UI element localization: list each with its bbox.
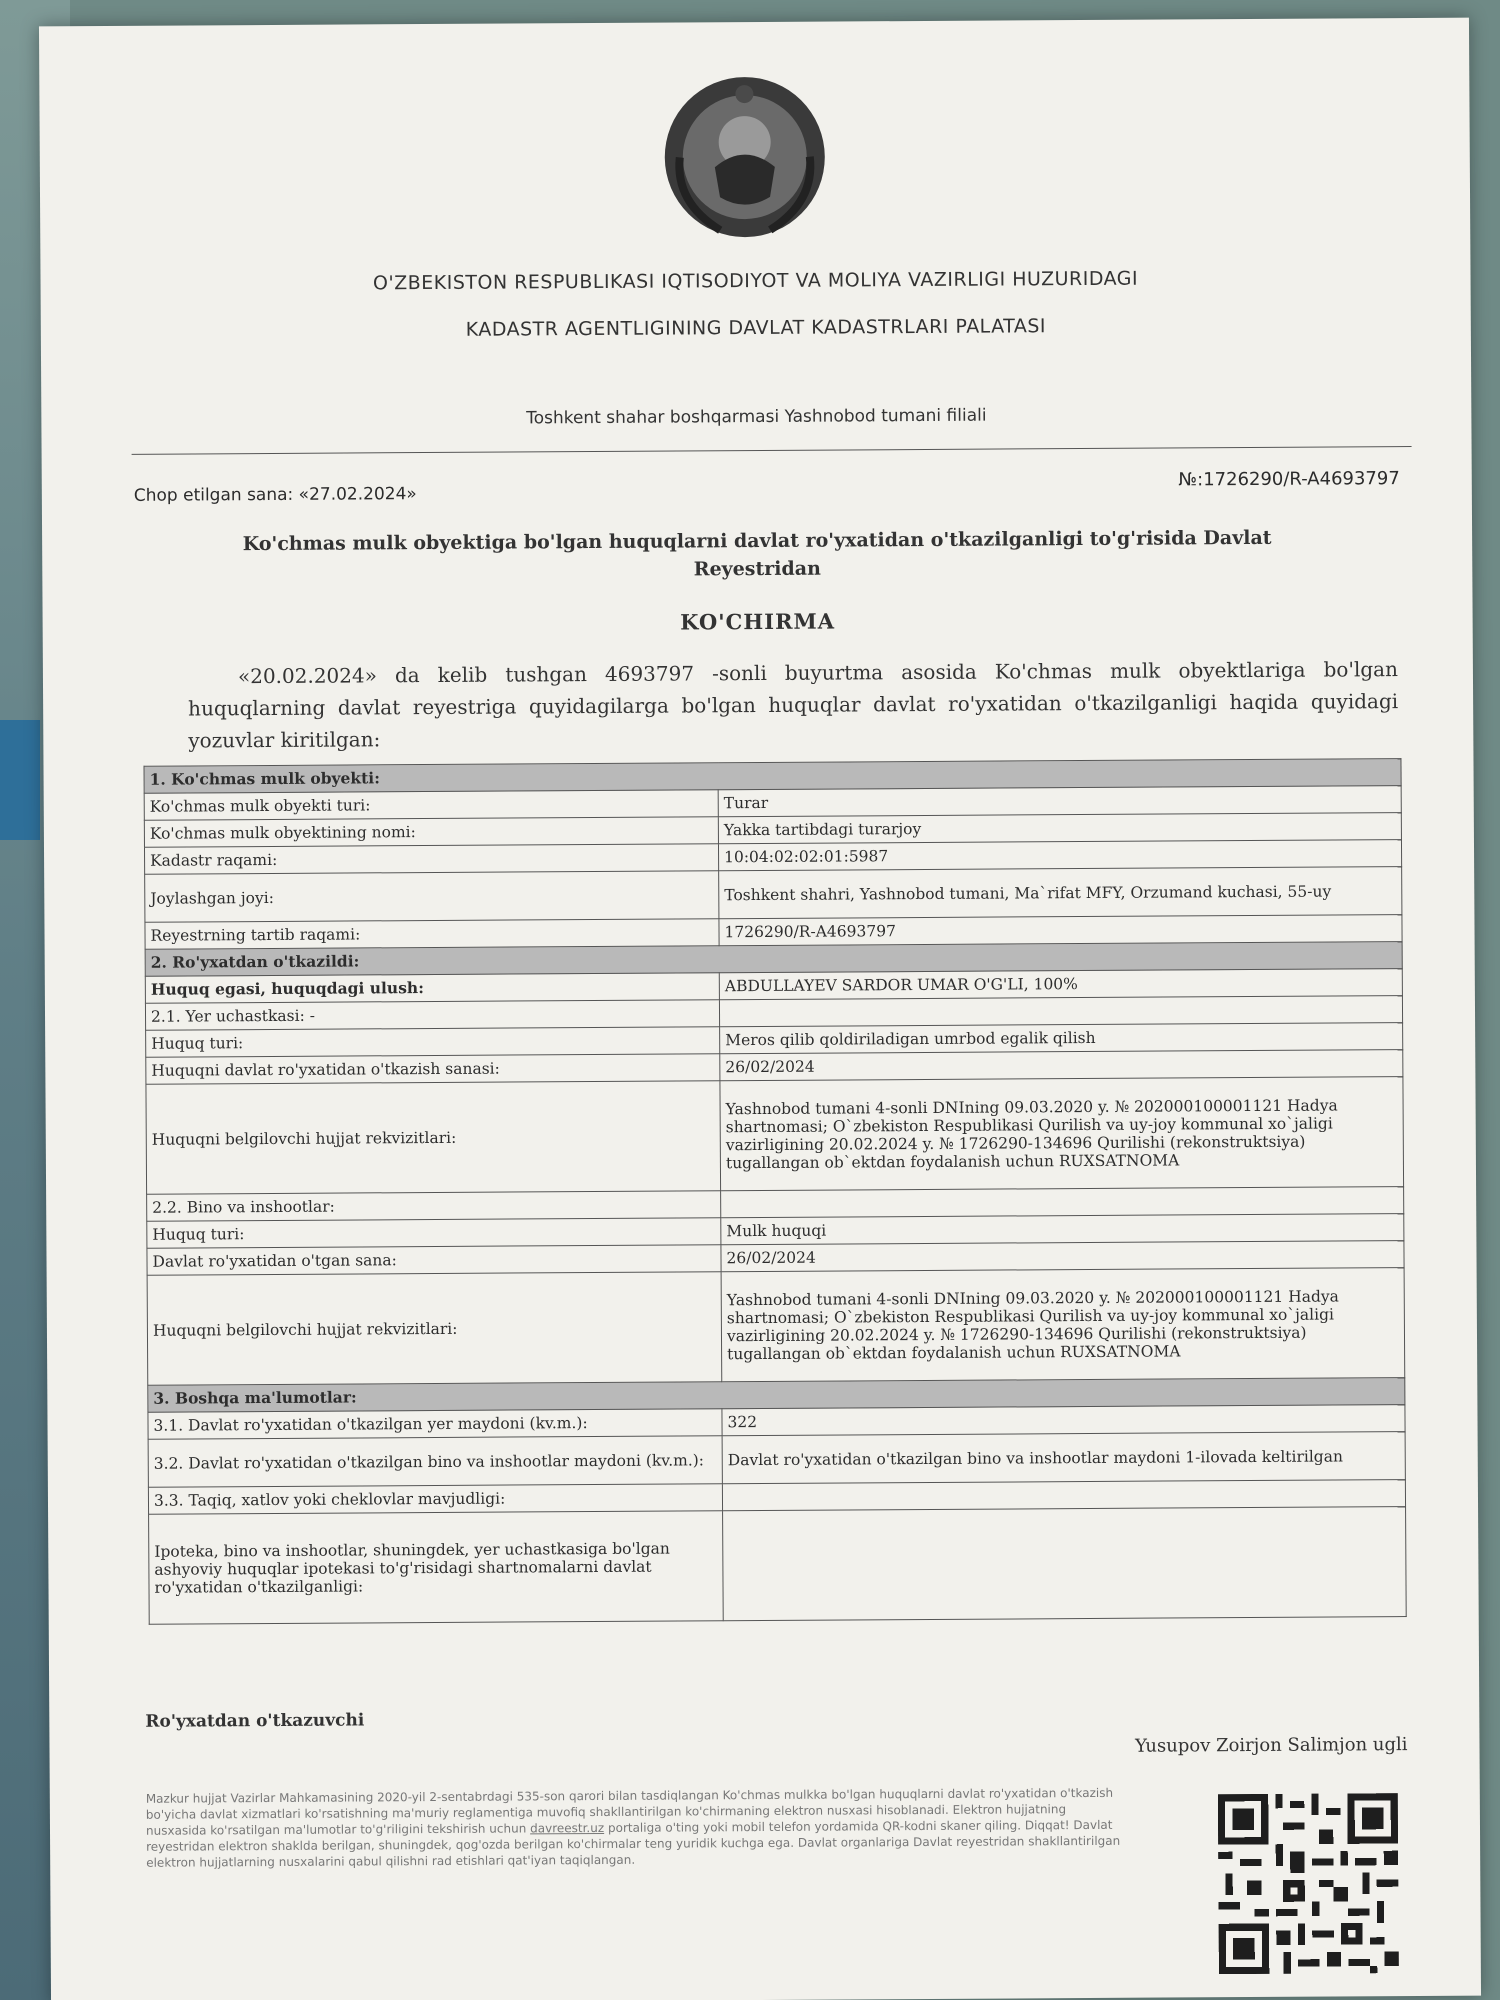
field-label: 3.2. Davlat ro'yxatidan o'tkazilgan bino va inshootlar maydoni (kv.m.): [148,1436,722,1488]
state-emblem-icon [659,72,830,243]
field-label: Huquqni belgilovchi hujjat rekvizitlari: [146,1081,721,1195]
field-label: Huquqni davlat ro'yxatidan o'tkazish sanasi: [146,1054,720,1085]
header-line-1: O'ZBEKISTON RESPUBLIKASI IQTISODIYOT VA MOLIYA VAZIRLIGI HUZURIDAGI [372,267,1139,295]
field-value: Mulk huquqi [721,1214,1404,1245]
field-label: Kadastr raqami: [144,844,718,875]
field-label: Reyestrning tartib raqami: [145,919,719,950]
field-label: Ipoteka, bino va inshootlar, shuningdek, yer uchastkasiga bo'lgan ashyoviy huquqlar ipotekasi to'g'risidagi shartnomalarni davlat ro'yxatidan o'tkazilganligi: [149,1511,724,1625]
header-divider [132,446,1412,455]
footnote-text-2: portaliga o'ting yoki mobil telefon yordamida QR-kodni skaner qiling. Diqqat! Davlat reyestridan elektron shaklda berilgan, shuningdek, qog'ozda berilgan ko'chirmalar teng yuridik kuchga ega. Davlat organlariga Davlat reyestridan shakllantirilgan elektron hujjatlarning nusxalarini qabul qilishni rad etishlari qat'iyan taqiqlangan. [146,1817,1121,1870]
table-row [149,1507,1407,1625]
document-sheet [39,18,1481,2000]
field-label: Huquq turi: [146,1027,720,1058]
registrar-name: Yusupov Zoirjon Salimjon ugli [1134,1734,1408,1757]
section-title: 2. Ro'yxatdan o'tkazildi: [145,942,1402,977]
document-subtitle: KO'CHIRMA [680,608,836,635]
field-label: Huquq egasi, huquqdagi ulush: [145,973,719,1004]
document-title: Ko'chmas mulk obyektiga bo'lgan huquqlarni davlat ro'yxatidan o'tkazilganligi to'g'risida Davlat Reyestridan [242,526,1272,581]
field-value: Yakka tartibdagi turarjoy [718,813,1401,844]
field-label: Joylashgan joyi: [145,871,719,923]
print-date: Chop etilgan sana: «27.02.2024» [133,484,417,506]
table-row [145,867,1402,923]
field-label: Ko'chmas mulk obyekti turi: [144,790,718,821]
field-label: 2.1. Yer uchastkasi: - [145,1000,719,1031]
field-label: Huquqni belgilovchi hujjat rekvizitlari: [147,1272,722,1386]
portal-link[interactable]: davreestr.uz [530,1820,605,1836]
field-value: Turar [718,786,1401,817]
field-value: 10:04:02:02:01:5987 [718,840,1401,871]
table-row [148,1432,1405,1488]
intro-paragraph: «20.02.2024» da kelib tushgan 4693797 -sonli buyurtma asosida Ko'chmas mulk obyektlariga bo'lgan huquqlarning davlat reyestriga quyidagilarga bo'lgan huquqlar davlat ro'yxatidan o'tkazilganligi haqida quyidagi yozuvlar kiritilgan: [188,657,1399,753]
field-value: ABDULLAYEV SARDOR UMAR O'G'LI, 100% [719,969,1402,1000]
qr-code-icon[interactable] [1218,1793,1399,1974]
background-stripe [0,720,40,840]
field-value: Yashnobod tumani 4-sonli DNIning 09.03.2020 y. № 202000100001121 Hadya shartnomasi; O`zbekiston Respublikasi Qurilish va uy-joy kommunal xo`jaligi vazirligining 20.02.2024 y. № 1726290-134696 Qurilishi (rekonstruktsiya) tugallangan ob`ektdan foydalanish uchun RUXSATNOMA [721,1268,1405,1382]
field-value: 26/02/2024 [720,1050,1403,1081]
section-title: 3. Boshqa ma'lumotlar: [148,1378,1405,1413]
table-row [147,1268,1405,1386]
footnote-text: Mazkur hujjat Vazirlar Mahkamasining 2020-yil 2-sentabrdagi 535-son qarori bilan tasdiqlangan Ko'chmas mulkka bo'lgan huquqlarni davlat ro'yxatidan o'tkazish bo'yicha davlat xizmatlari ko'rsatishning ma'muriy reglamentiga muvofiq shakllantirilgan ko'chirmaning elektron nusxasi hisoblanadi. Elektron hujjatning nusxasida ko'rsatilgan ma'lumotlar to'g'riligini tekshirish uchun [145,1785,1114,1838]
field-label: 3.3. Taqiq, xatlov yoki cheklovlar mavjudligi: [148,1484,722,1515]
field-label: Huquq turi: [147,1218,721,1249]
field-value: 322 [722,1405,1405,1436]
field-value [722,1480,1405,1511]
field-value: 1726290/R-A4693797 [719,915,1402,946]
field-value: Meros qilib qoldiriladigan umrbod egalik qilish [720,1023,1403,1054]
field-value: Davlat ro'yxatidan o'tkazilgan bino va inshootlar maydoni 1-ilovada keltirilgan [722,1432,1405,1484]
field-value: Toshkent shahri, Yashnobod tumani, Ma`rifat MFY, Orzumand kuchasi, 55-uy [719,867,1402,919]
section-title: 1. Ko'chmas mulk obyekti: [144,759,1401,794]
field-label: 3.1. Davlat ro'yxatidan o'tkazilgan yer maydoni (kv.m.): [148,1409,722,1440]
field-value [723,1507,1407,1621]
document-number: №:1726290/R-A4693797 [1178,468,1400,491]
field-label: 2.2. Bino va inshootlar: [147,1191,721,1222]
table-row [146,1077,1404,1195]
registry-table [143,758,1406,1625]
field-value: 26/02/2024 [721,1241,1404,1272]
legal-footnote [146,1785,1126,1871]
field-value [719,996,1402,1027]
field-value: Yashnobod tumani 4-sonli DNIning 09.03.2020 y. № 202000100001121 Hadya shartnomasi; O`zbekiston Respublikasi Qurilish va uy-joy kommunal xo`jaligi vazirligining 20.02.2024 y. № 1726290-134696 Qurilishi (rekonstruktsiya) tugallangan ob`ektdan foydalanish uchun RUXSATNOMA [720,1077,1404,1191]
field-value [721,1187,1404,1218]
field-label: Ko'chmas mulk obyektining nomi: [144,817,718,848]
registrar-label: Ro'yxatdan o'tkazuvchi [145,1710,365,1732]
branch-name: Toshkent shahar boshqarmasi Yashnobod tumani filiali [526,405,987,429]
field-label: Davlat ro'yxatidan o'tgan sana: [147,1245,721,1276]
header-line-2: KADASTR AGENTLIGINING DAVLAT KADASTRLARI PALATASI [465,315,1047,341]
